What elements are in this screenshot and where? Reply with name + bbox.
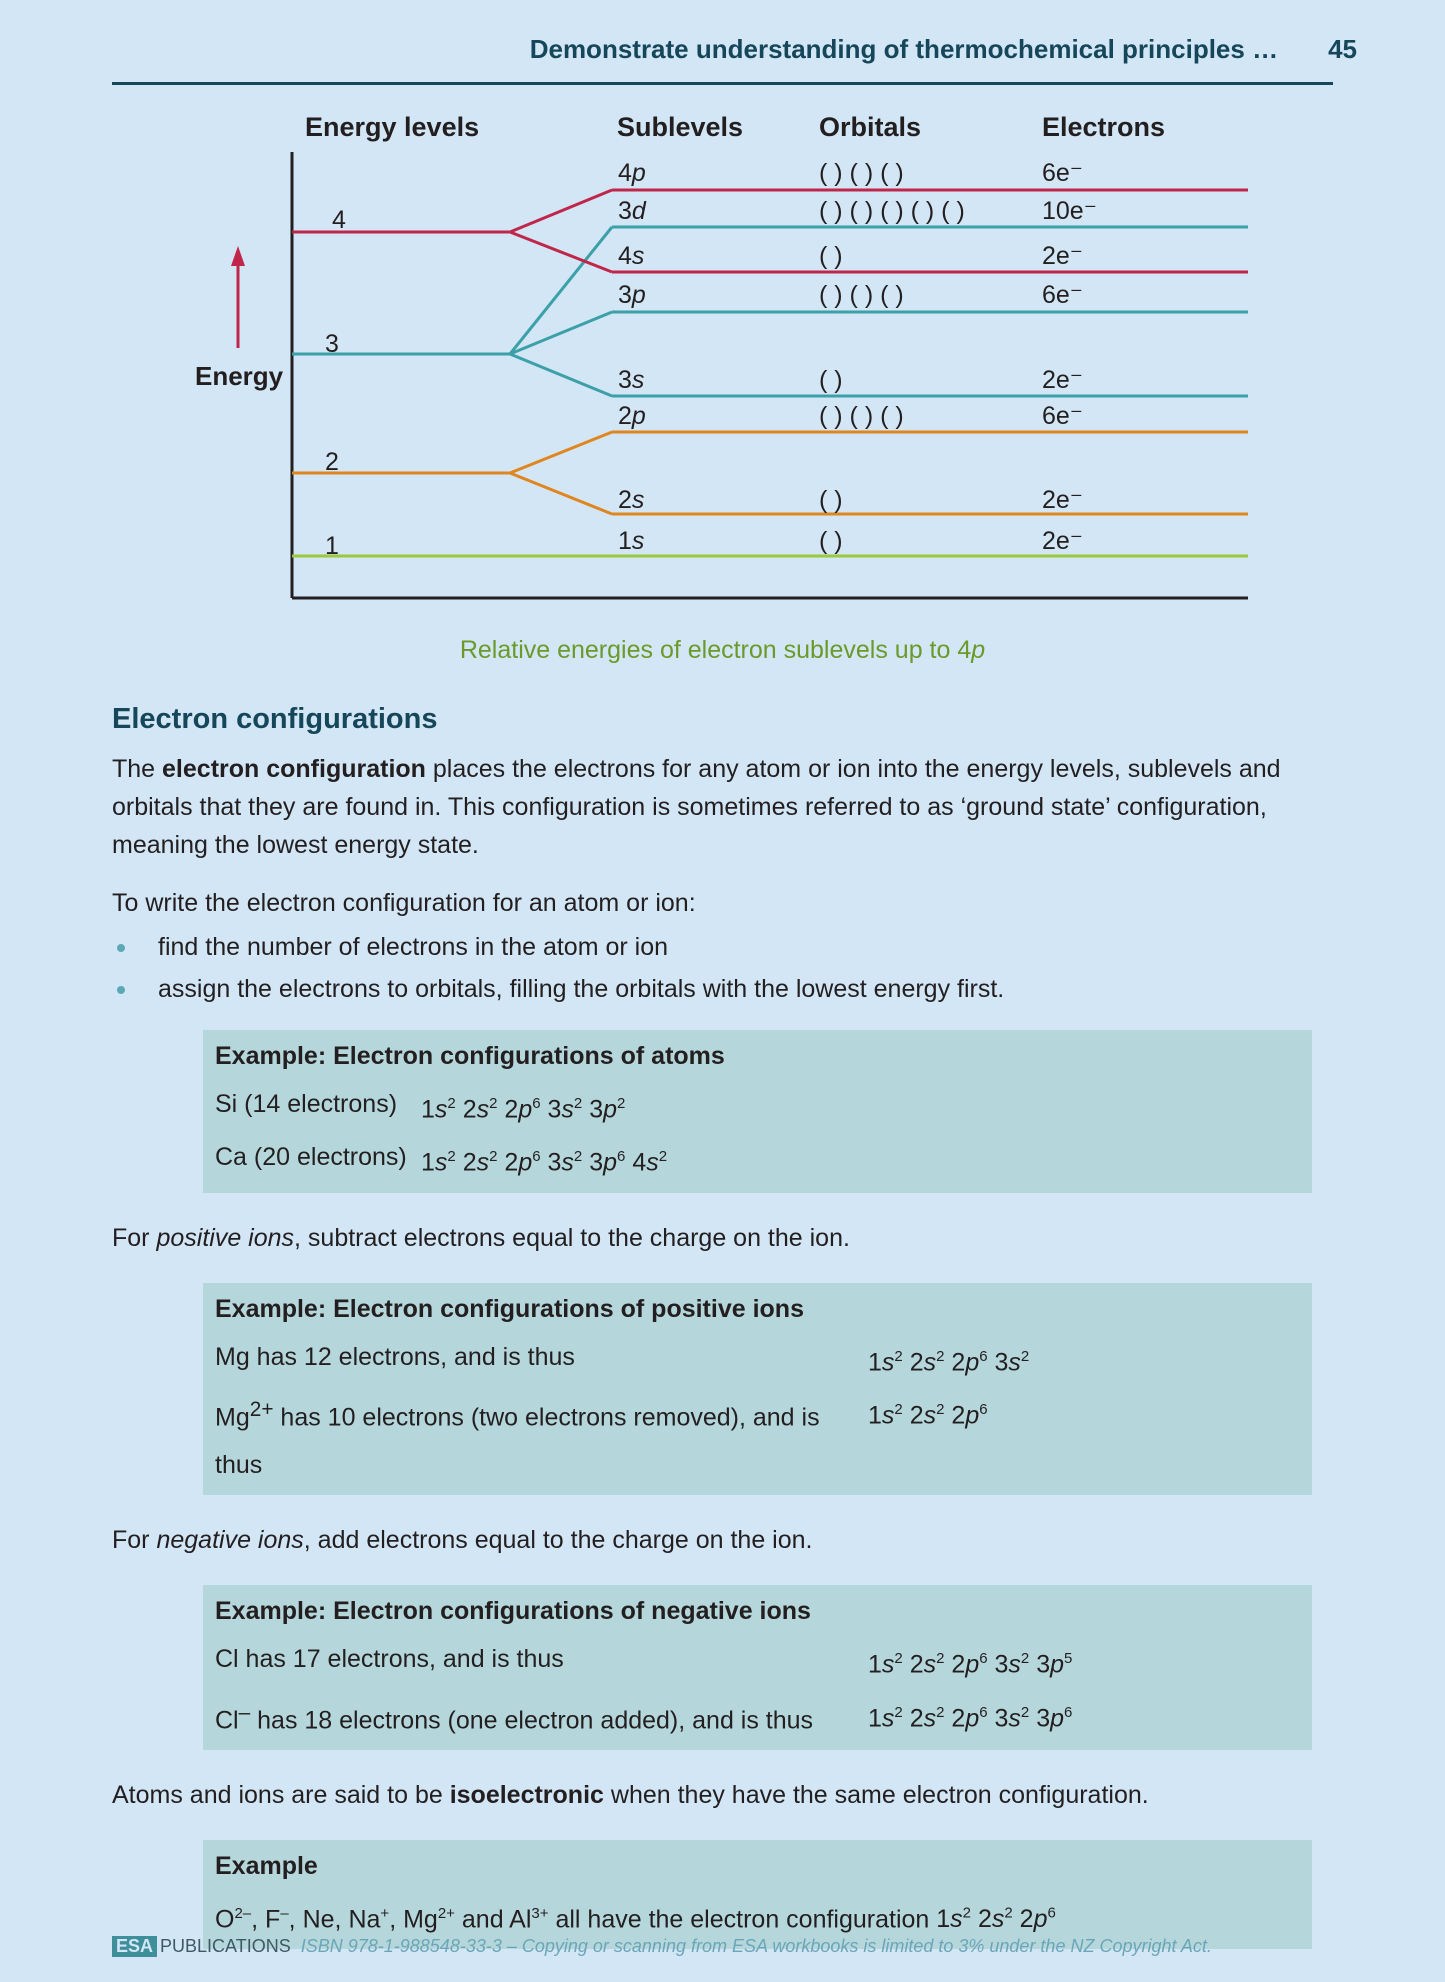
example-negative-box: [203, 1585, 1312, 1750]
electron-config: $1s^2$ $2s^2$ $2p^6$ $3s^2$: [868, 1347, 1030, 1376]
publisher-name: PUBLICATIONS: [160, 1936, 291, 1956]
example-label: Cl has 17 electrons, and is thus: [215, 1645, 564, 1674]
split-line-3: [510, 227, 612, 354]
example-atoms-box: [203, 1030, 1312, 1193]
steps-intro: To write the electron configuration for an atom or ion:: [112, 889, 696, 917]
example-row: [215, 1133, 1312, 1186]
isoelectronic-paragraph: Atoms and ions are said to be isoelectronic when they have the same electron configuration.: [112, 1780, 1149, 1809]
split-line-2: [510, 432, 612, 473]
sublevel-label: 2s: [618, 486, 645, 514]
ion-symbol: Al: [509, 1905, 532, 1934]
page-number: 45: [1328, 34, 1357, 64]
electron-count: 6e⁻: [1042, 159, 1084, 187]
ion-symbol: Na: [348, 1905, 381, 1934]
electron-count: 2e⁻: [1042, 242, 1084, 270]
content: [112, 700, 1333, 1949]
split-line-4: [510, 190, 612, 232]
example-positive-box: [203, 1283, 1312, 1496]
sublevel-label: 4p: [618, 159, 646, 187]
sublevel-label: 3d: [618, 197, 646, 225]
level-number-1: 1: [325, 532, 339, 560]
col-header-energy-levels: Energy levels: [305, 112, 480, 142]
example-row: [215, 1386, 1312, 1489]
split-line-3: [510, 354, 612, 396]
energy-arrow-head: [231, 246, 245, 266]
electron-count: 6e⁻: [1042, 402, 1084, 430]
footer: [112, 1936, 1212, 1957]
list-item: assign the electrons to orbitals, filling the orbitals with the lowest energy first.: [112, 968, 1333, 1010]
header-title: Demonstrate understanding of thermochemical principles …: [529, 34, 1279, 64]
split-line-4: [510, 232, 612, 272]
electron-count: 2e⁻: [1042, 527, 1084, 555]
caption-italic: p: [971, 636, 986, 664]
ion-symbol: Mg: [403, 1905, 438, 1934]
example-label: Si (14 electrons): [215, 1090, 398, 1118]
orbital-boxes: ( ) ( ) ( ) ( ) ( ): [819, 197, 965, 225]
example-atoms-title: Example: Electron configurations of atoms: [215, 1042, 725, 1070]
sublevel-label: 4s: [618, 242, 645, 270]
electron-count: 2e⁻: [1042, 486, 1084, 514]
copyright-notice: ISBN 978-1-988548-33-3 – Copying or scanning from ESA workbooks is limited to 3% under the NZ Copyright Act.: [300, 1936, 1212, 1956]
example-label: Ca (20 electrons): [215, 1143, 407, 1172]
example-row: [215, 1333, 1312, 1386]
electron-config: $1s^2$ $2s^2$ $2p^6$ $3s^2$ $3p^6$: [868, 1703, 1073, 1732]
electron-count: 10e⁻: [1042, 197, 1097, 225]
orbital-boxes: ( ) ( ) ( ): [819, 159, 904, 187]
caption-text: Relative energies of electron sublevels up to 4: [459, 636, 972, 664]
ion-symbol: F: [265, 1905, 281, 1934]
level-number-3: 3: [325, 330, 339, 358]
example-row: [215, 1635, 1312, 1688]
example-negative-title: Example: Electron configurations of negative ions: [215, 1597, 811, 1626]
electron-config: $1s^2$ $2s^2$ $2p^6$: [936, 1904, 1056, 1934]
isoelectronic-statement: $O^{2-}$, F–, Ne, Na+, $Mg^{2+}$ and $Al^{3+}$ all have the electron configuration $1s^2$ $2s^2$ $2p^6$: [215, 1904, 1056, 1934]
sublevel-label: 3s: [618, 366, 645, 394]
example-iso-title: Example: [215, 1851, 318, 1880]
level-number-2: 2: [325, 448, 339, 476]
orbital-boxes: ( ): [819, 486, 843, 514]
section-title: Electron configurations: [112, 703, 438, 735]
term-electron-configuration: electron configuration: [162, 755, 426, 783]
electron-config: $1s^2$ $2s^2$ $2p^6$ $3s^2$ $3p^5$: [868, 1650, 1073, 1679]
electron-count: 2e⁻: [1042, 366, 1084, 394]
split-line-2: [510, 473, 612, 514]
sublevel-label: 1s: [618, 527, 645, 555]
steps-list: [112, 926, 1333, 1010]
col-header-sublevels: Sublevels: [617, 112, 744, 142]
orbital-boxes: ( ) ( ) ( ): [819, 281, 904, 309]
ion-symbol: O: [215, 1905, 235, 1934]
list-item: find the number of electrons in the atom or ion: [112, 926, 1333, 968]
ion-symbol: Ne: [302, 1905, 335, 1934]
example-row: [215, 1080, 1312, 1133]
example-isoelectronic-box: [203, 1840, 1312, 1949]
energy-axis-label: Energy: [195, 361, 284, 391]
level-number-4: 4: [332, 206, 346, 234]
electron-config: $1s^2$ $2s^2$ $2p^6$ $3s^2$ $3p^6$ $4s^2$: [421, 1148, 668, 1177]
example-label: Mg has 12 electrons, and is thus: [215, 1342, 575, 1371]
diagram-text: [195, 112, 1165, 560]
intro-paragraph: The electron configuration places the electrons for any atom or ion into the energy levels, sublevels and orbitals that they are found in. This configuration is sometimes referred to as ‘ground state’ configuration, meaning the lowest energy state.: [112, 755, 1281, 859]
example-positive-title: Example: Electron configurations of positive ions: [215, 1294, 804, 1323]
example-label: $Mg^{2+}$ has 10 electrons (two electrons removed), and is thus: [215, 1397, 820, 1480]
diagram-caption: [0, 636, 1445, 665]
col-header-electrons: Electrons: [1042, 112, 1166, 142]
orbital-boxes: ( ) ( ) ( ): [819, 402, 904, 430]
electron-config: $1s^2$ $2s^2$ $2p^6$: [868, 1400, 988, 1430]
sublevel-energy-diagram: [0, 0, 1445, 640]
term-isoelectronic: isoelectronic: [449, 1780, 604, 1809]
sublevel-label: 2p: [618, 402, 646, 430]
electron-count: 6e⁻: [1042, 281, 1084, 309]
example-label: Cl– has 18 electrons (one electron added), and is thus: [215, 1700, 814, 1734]
sublevel-label: 3p: [618, 281, 646, 309]
electron-config: $1s^2$ $2s^2$ $2p^6$ $3s^2$ $3p^2$: [421, 1095, 626, 1124]
esa-logo: ESA: [112, 1936, 157, 1957]
col-header-orbitals: Orbitals: [819, 112, 922, 142]
positive-ions-paragraph: For positive ions, subtract electrons equal to the charge on the ion.: [112, 1223, 850, 1252]
orbital-boxes: ( ): [819, 366, 843, 394]
negative-ions-paragraph: For negative ions, add electrons equal to the charge on the ion.: [112, 1526, 813, 1555]
example-row: [215, 1689, 1312, 1744]
orbital-boxes: ( ): [819, 527, 843, 555]
orbital-boxes: ( ): [819, 242, 843, 270]
